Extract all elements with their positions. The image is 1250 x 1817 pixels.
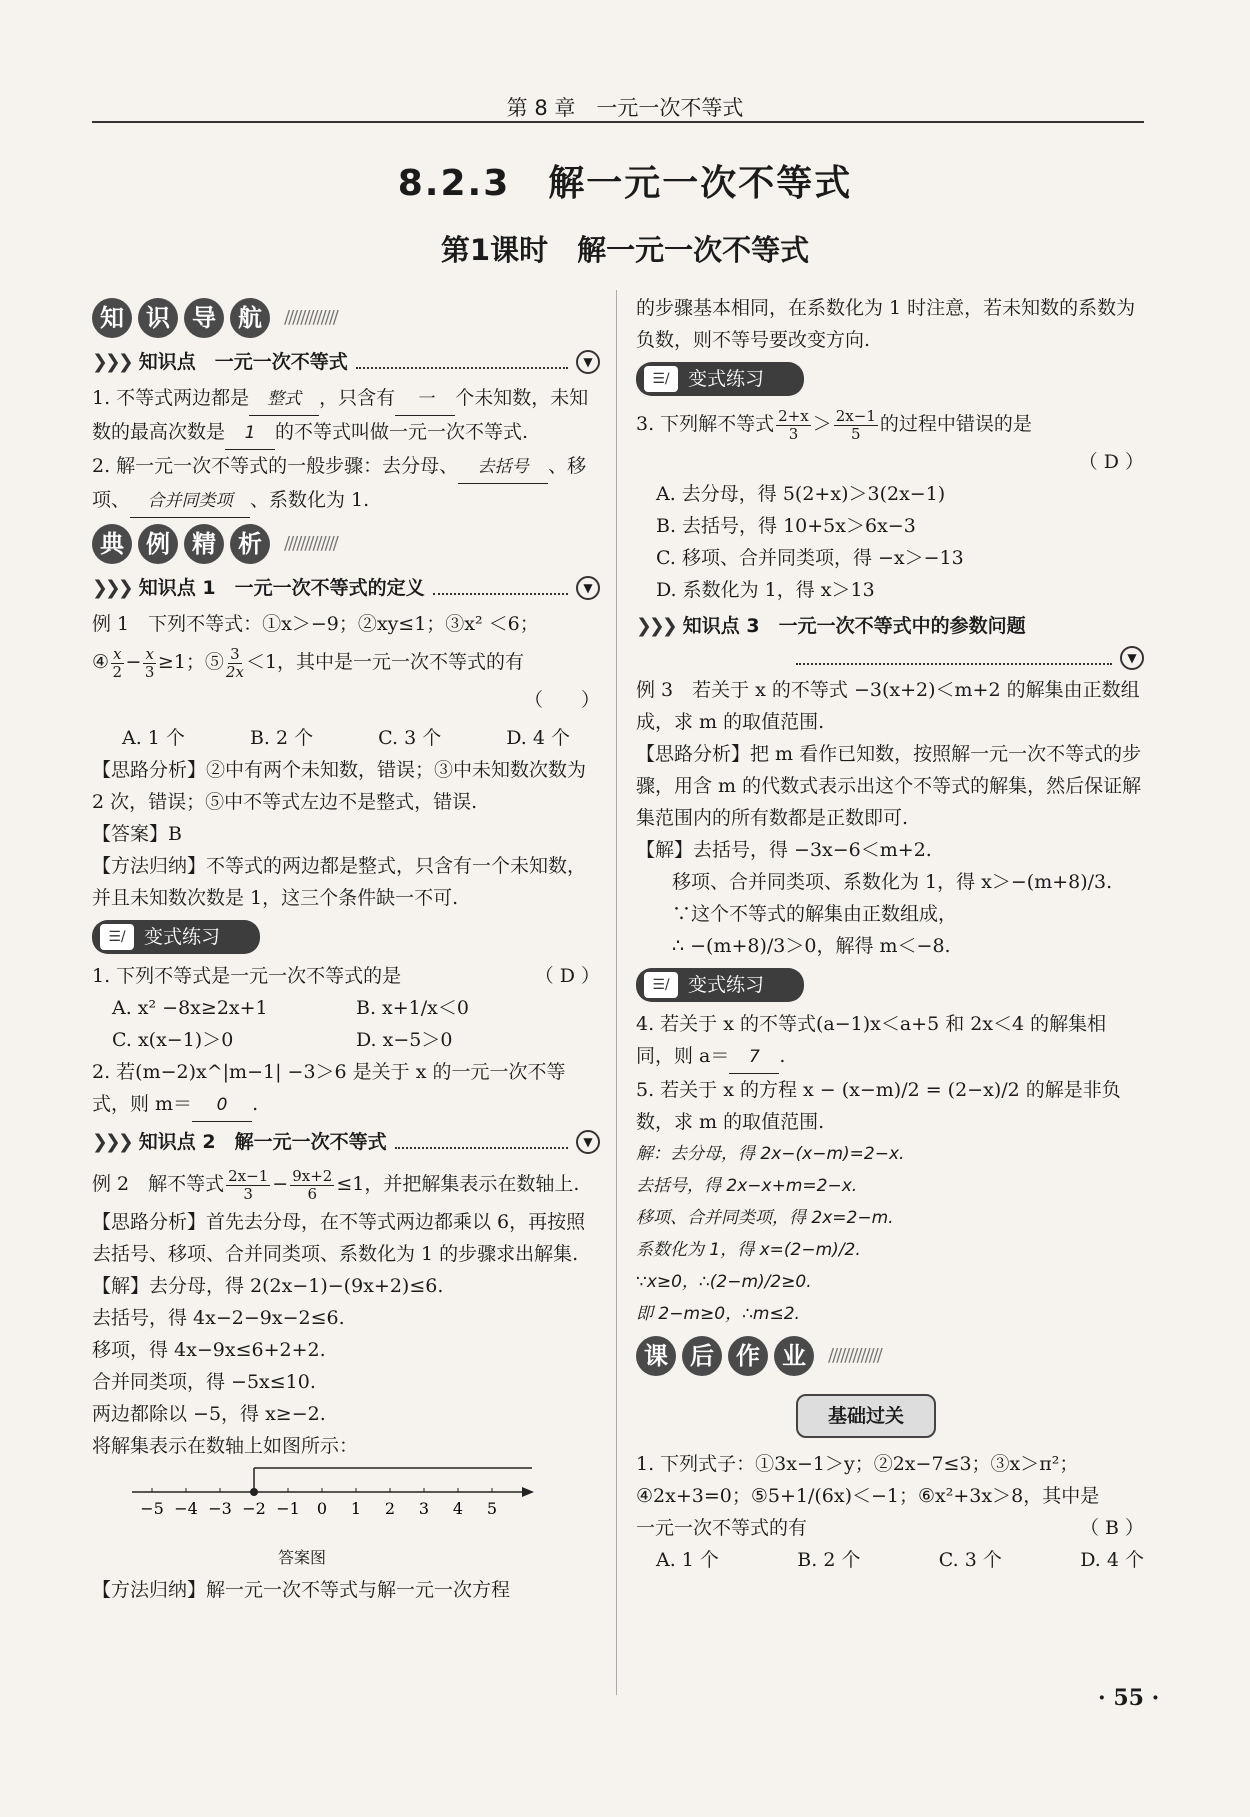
practice-5-step-1: 解：去分母，得 2x−(x−m)=2−x. xyxy=(636,1144,905,1164)
number-line-label: 3 xyxy=(418,1499,430,1518)
number-line-label: −3 xyxy=(208,1499,232,1518)
practice-5: 5. 若关于 x 的方程 x − (x−m)/2 = (2−x)/2 的解是非负数，求 m 的取值范围. xyxy=(636,1079,1121,1133)
page-number: · 55 · xyxy=(1098,1685,1160,1711)
practice-banner: ☰/ 变式练习 xyxy=(636,362,804,396)
continued-text: 的步骤基本相同，在系数化为 1 时注意，若未知数的系数为负数，则不等号要改变方向. xyxy=(636,297,1136,351)
question-2: 2. 解一元一次不等式的一般步骤：去分母、 去括号 、移项、 合并同类项 、系数化为 1. xyxy=(92,450,600,518)
example-1-cont: ④ $\frac{x}{2}$ − $\frac{x}{3}$ ≥1；⑤ $\frac{3}{2x}$ ＜1，其中是一元一次不等式的有 xyxy=(92,644,525,681)
example-2: 例 2 解不等式 $\frac{2x-1}{3}$ − $\frac{9x+2}{6}$ ≤1，并把解集表示在数轴上. xyxy=(92,1166,580,1203)
number-line-label: 4 xyxy=(452,1499,464,1518)
example-2-analysis: 【思路分析】首先去分母，在不等式两边都乘以 6，再按照去括号、移项、合并同类项、系数化为 1 的步骤求出解集. xyxy=(92,1211,586,1265)
practice-5-step-2: 去括号，得 2x−x+m=2−x. xyxy=(636,1176,858,1196)
practice-2: 2. 若(m−2)x^|m−1| −3＞6 是关于 x 的一元一次不等式，则 m＝ 0 . xyxy=(92,1056,600,1122)
knowledge-point-2: ❯❯❯ 知识点 2 解一元一次不等式 ▼ xyxy=(92,1126,600,1158)
example-1-options: A. 1 个 B. 2 个 C. 3 个 D. 4 个 xyxy=(122,727,570,749)
knowledge-point-0: ❯❯❯ 知识点 一元一次不等式 ▼ xyxy=(92,346,600,378)
practice-3-answer: （ D ） xyxy=(1078,451,1144,473)
book-icon: ☰/ xyxy=(644,366,678,392)
practice-5-step-4: 系数化为 1，得 x=(2−m)/2. xyxy=(636,1240,861,1260)
homework-1-line-2: ④2x+3=0；⑤5+1/(6x)＜−1；⑥x²+3x＞8，其中是 xyxy=(636,1485,1100,1507)
section-banner-zsdh: 知 识 导 航 ///////////// xyxy=(92,296,600,340)
example-1-paren: （ ） xyxy=(523,689,600,711)
left-column xyxy=(92,292,600,1606)
chapter-header: 第 8 章 一元一次不等式 xyxy=(506,96,744,120)
practice-banner: ☰/ 变式练习 xyxy=(92,920,260,954)
example-2-step-1: 【解】去分母，得 2(2x−1)−(9x+2)≤6. xyxy=(92,1275,444,1297)
practice-banner: ☰/ 变式练习 xyxy=(636,968,804,1002)
homework-1-line-1: 1. 下列式子：①3x−1＞y；②2x−7≤3；③x＞π²； xyxy=(636,1453,1079,1475)
practice-4: 4. 若关于 x 的不等式(a−1)x＜a+5 和 2x＜4 的解集相同，则 a＝ 7 . xyxy=(636,1008,1144,1074)
number-line-label: −4 xyxy=(174,1499,198,1518)
figure-caption: 答案图 xyxy=(277,1548,326,1567)
number-line-label: 5 xyxy=(486,1499,498,1518)
question-1: 1. 不等式两边都是 整式 ，只含有 一 个未知数，未知数的最高次数是 1 的不等式叫做一元一次不等式. xyxy=(92,382,600,450)
practice-5-step-3: 移项、合并同类项，得 2x=2−m. xyxy=(636,1208,894,1228)
knowledge-point-3: ❯❯❯ 知识点 3 一元一次不等式中的参数问题 xyxy=(636,615,1026,637)
number-line xyxy=(132,1462,552,1532)
example-3-step-1: 【解】去括号，得 −3x−6＜m+2. xyxy=(636,839,932,861)
chevron-down-icon: ▼ xyxy=(576,576,600,600)
example-2-step-5: 两边都除以 −5，得 x≥−2. xyxy=(92,1403,326,1425)
example-3-step-2: 移项、合并同类项、系数化为 1，得 x＞−(m+8)/3. xyxy=(672,871,1113,893)
number-line-label: 0 xyxy=(316,1499,328,1518)
book-icon: ☰/ xyxy=(644,972,678,998)
example-2-step-6: 将解集表示在数轴上如图所示： xyxy=(92,1435,359,1457)
practice-3-option-a: A. 去分母，得 5(2+x)＞3(2x−1) xyxy=(656,483,946,505)
book-icon: ☰/ xyxy=(100,924,134,950)
section-title: 8.2.3 解一元一次不等式 xyxy=(397,163,853,204)
knowledge-point-1: ❯❯❯ 知识点 1 一元一次不等式的定义 ▼ xyxy=(92,572,600,604)
example-1-answer: 【答案】B xyxy=(92,823,182,845)
practice-3: 3. 下列解不等式 $\frac{2+x}{3}$ ＞ $\frac{2x-1}{5}$ 的过程中错误的是 xyxy=(636,406,1032,443)
example-2-step-3: 移项，得 4x−9x≤6+2+2. xyxy=(92,1339,326,1361)
practice-5-step-5: ∵x≥0，∴(2−m)/2≥0. xyxy=(636,1272,812,1292)
example-2-step-4: 合并同类项，得 −5x≤10. xyxy=(92,1371,316,1393)
example-3-step-3: ∵这个不等式的解集由正数组成， xyxy=(672,903,958,925)
number-line-label: −1 xyxy=(276,1499,300,1518)
number-line-label: 2 xyxy=(384,1499,396,1518)
number-line-label: −2 xyxy=(242,1499,266,1518)
practice-5-step-6: 即 2−m≥0，∴m≤2. xyxy=(636,1304,800,1324)
number-line-label: 1 xyxy=(350,1499,362,1518)
lesson-title: 第1课时 解一元一次不等式 xyxy=(440,233,810,267)
example-1-analysis: 【思路分析】②中有两个未知数，错误；③中未知数次数为 2 次，错误；⑤中不等式左边不是整式，错误. xyxy=(92,759,587,813)
example-3-analysis: 【思路分析】把 m 看作已知数，按照解一元一次不等式的步骤，用含 m 的代数式表示出这个不等式的解集，然后保证解集范围内的所有数都是正数即可. xyxy=(636,743,1142,829)
homework-1-options: A. 1 个 B. 2 个 C. 3 个 D. 4 个 xyxy=(656,1549,1144,1571)
example-1-summary: 【方法归纳】不等式的两边都是整式，只含有一个未知数，并且未知数次数是 1，这三个条件缺一不可. xyxy=(92,855,587,909)
example-1: 例 1 下列不等式：①x＞−9；②xy≤1；③x² ＜6； xyxy=(92,613,539,635)
right-column xyxy=(636,292,1144,1576)
practice-3-option-b: B. 去括号，得 10+5x＞6x−3 xyxy=(656,515,916,537)
basic-level-badge: 基础过关 xyxy=(796,1394,936,1438)
header-rule xyxy=(92,121,1144,123)
example-3: 例 3 若关于 x 的不等式 −3(x+2)＜m+2 的解集由正数组成，求 m 的取值范围. xyxy=(636,679,1140,733)
practice-1: 1. 下列不等式是一元一次不等式的是 （ D ） xyxy=(92,965,600,987)
section-banner-dljx: 典 例 精 析 ///////////// xyxy=(92,522,600,566)
number-line-label: −5 xyxy=(140,1499,164,1518)
homework-1-line-3: 一元一次不等式的有 （ B ） xyxy=(636,1517,1144,1539)
example-2-step-2: 去括号，得 4x−2−9x−2≤6. xyxy=(92,1307,345,1329)
chevron-down-icon: ▼ xyxy=(1120,646,1144,670)
column-divider xyxy=(616,290,617,1695)
example-3-step-4: ∴ −(m+8)/3＞0，解得 m＜−8. xyxy=(672,935,951,957)
example-2-summary: 【方法归纳】解一元一次不等式与解一元一次方程 xyxy=(92,1579,511,1601)
practice-1-options: A. x² −8x≥2x+1 B. x+1/x＜0 C. x(x−1)＞0 D. x−5＞0 xyxy=(112,997,469,1051)
chevron-down-icon: ▼ xyxy=(576,1130,600,1154)
section-banner-khzy: 课 后 作 业 ///////////// xyxy=(636,1334,1144,1378)
practice-3-option-d: D. 系数化为 1，得 x＞13 xyxy=(656,579,875,601)
chevron-down-icon: ▼ xyxy=(576,350,600,374)
practice-3-option-c: C. 移项、合并同类项，得 −x＞−13 xyxy=(656,547,964,569)
